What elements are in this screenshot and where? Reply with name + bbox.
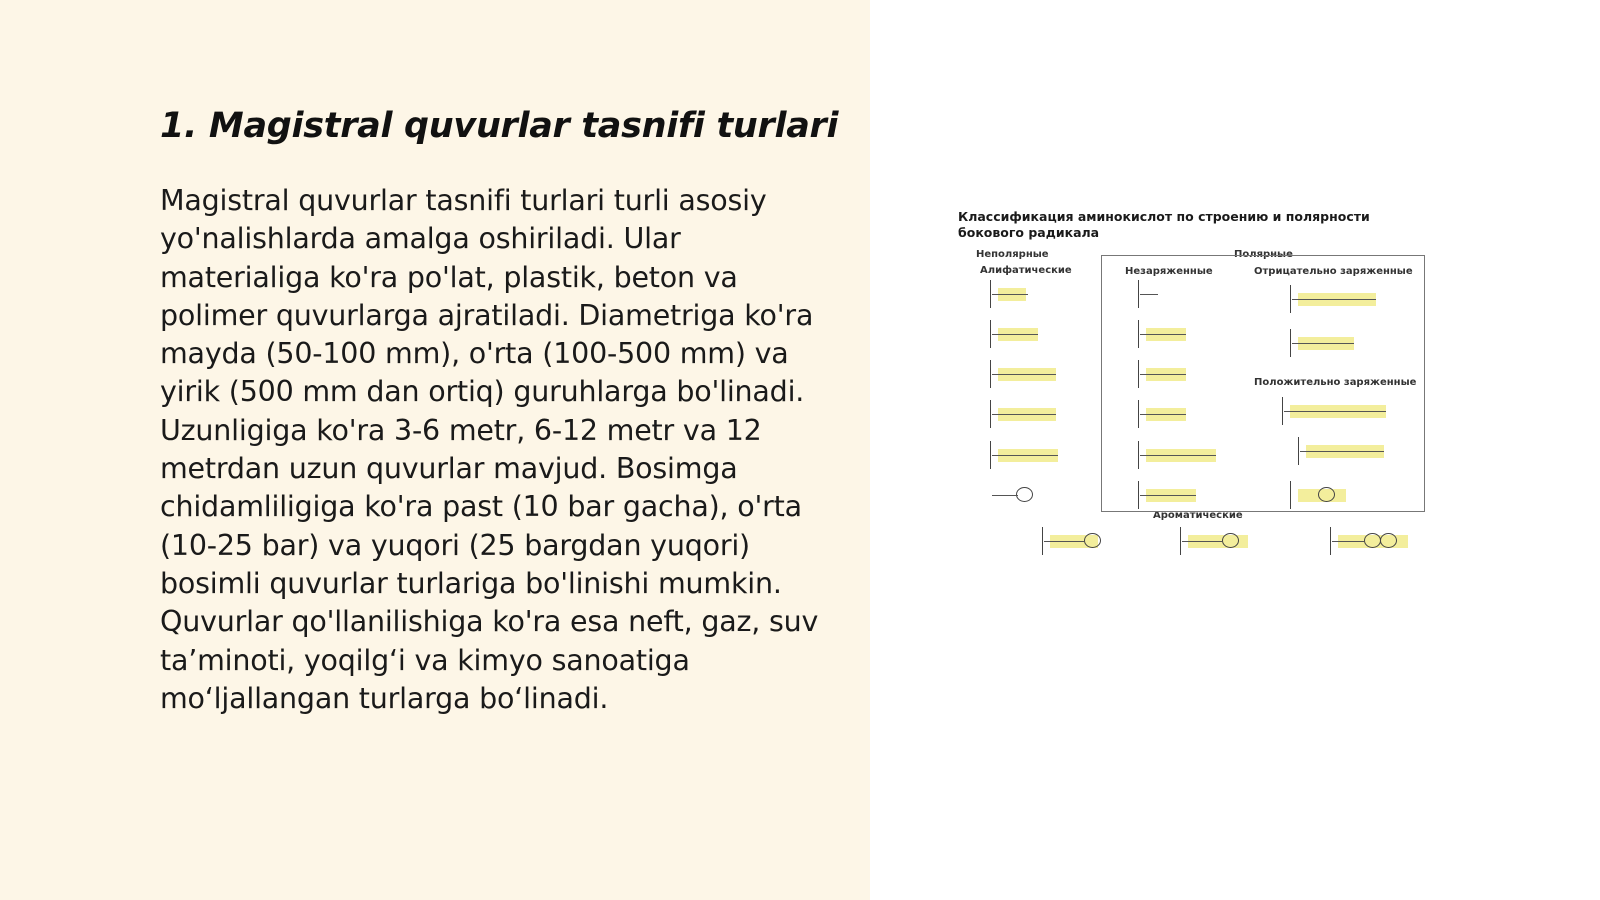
structure-methionine xyxy=(948,441,1068,469)
structure-phenylalanine xyxy=(988,527,1108,555)
structure-leucine xyxy=(948,360,1068,388)
slide-title: 1. Magistral quvurlar tasnifi turlari xyxy=(160,106,839,146)
slide-body-text: Magistral quvurlar tasnifi turlari turli asosiy yo'nalishlarda amalga oshiriladi. Ular materialiga ko'ra po'lat, plastik, beton va polimer quvurlarga ajratiladi. Diametriga ko'ra mayda (50-100 mm), o'rta (100-500 mm) va yirik (500 mm dan ortiq) guruhlarga bo'linadi. Uzunligiga ko'ra 3-6 metr, 6-12 metr va 12 metrdan uzun quvurlar mavjud. Bosimga chidamliligiga ko'ra past (10 bar gacha), o'rta (10-25 bar) va yuqori (25 bargdan yuqori) bosimli quvurlar turlariga bo'linishi mumkin. Quvurlar qo'llanilishiga ko'ra esa neft, gaz, suv ta’minoti, yoqilg‘i va kimyo sanoatiga mo‘ljallangan turlarga bo‘linadi. xyxy=(160,184,819,715)
structure-tyrosine xyxy=(1138,527,1268,555)
structure-glutamine xyxy=(1090,441,1230,469)
structure-proline xyxy=(948,481,1048,509)
figure-title: Классификация аминокислот по строению и полярности бокового радикала xyxy=(958,209,1370,240)
structure-glutamate xyxy=(1240,285,1380,313)
structure-tryptophan xyxy=(1278,527,1418,555)
header-uncharged: Незаряженные xyxy=(1125,266,1213,277)
header-nonpolar: Неполярные xyxy=(976,249,1049,260)
structure-asparagine xyxy=(1090,481,1210,509)
header-aliphatic: Алифатические xyxy=(980,265,1072,276)
structure-aspartate xyxy=(1240,329,1360,357)
structure-lysine xyxy=(1240,397,1390,425)
structure-valine xyxy=(948,320,1058,348)
amino-acid-classification-figure xyxy=(958,205,1438,575)
structure-isoleucine xyxy=(948,400,1068,428)
header-negative: Отрицательно заряженные xyxy=(1254,266,1413,277)
structure-alanine xyxy=(948,280,1058,308)
structure-histidine xyxy=(1240,481,1360,509)
header-polar: Полярные xyxy=(1234,249,1293,260)
header-positive: Положительно заряженные xyxy=(1254,377,1417,388)
header-aromatic: Ароматические xyxy=(1153,510,1243,521)
structure-arginine xyxy=(1240,437,1390,465)
structure-cysteine xyxy=(1090,400,1190,428)
structure-glycine xyxy=(1090,280,1190,308)
structure-threonine xyxy=(1090,360,1190,388)
structure-serine xyxy=(1090,320,1190,348)
